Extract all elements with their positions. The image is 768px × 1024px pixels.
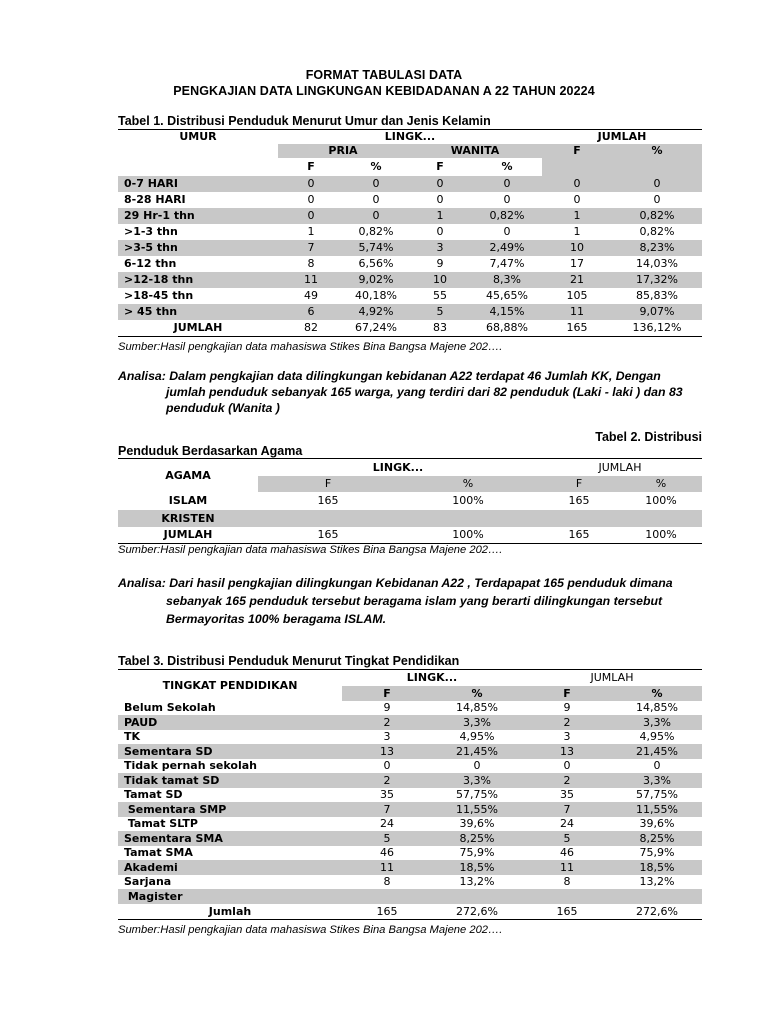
cell: 17	[570, 257, 584, 270]
cell: 85,83%	[636, 289, 678, 302]
row-label: 0-7 HARI	[124, 177, 178, 190]
table2-caption-right: Tabel 2. Distribusi	[595, 430, 702, 444]
table-row	[118, 788, 702, 803]
cell: 2	[563, 773, 571, 787]
cell	[612, 889, 702, 904]
cell: 2	[563, 715, 571, 729]
cell: 8	[307, 257, 315, 270]
cell: 11	[304, 273, 318, 286]
cell: 0	[503, 225, 511, 238]
cell: 11	[560, 860, 574, 874]
cell: 1	[307, 225, 315, 238]
t1-header-pp: %	[370, 160, 382, 173]
row-label: PAUD	[124, 715, 158, 729]
cell: 4,15%	[489, 305, 525, 318]
table1-caption: Tabel 1. Distribusi Penduduk Menurut Umur dan Jenis Kelamin	[118, 114, 491, 128]
cell: 165	[317, 494, 339, 507]
cell: 75,9%	[639, 846, 675, 860]
cell: 57,75%	[456, 788, 498, 802]
cell: 40,18%	[355, 289, 397, 302]
table-row	[118, 817, 702, 832]
cell: 21	[570, 273, 584, 286]
cell: 3	[436, 241, 444, 254]
cell: 57,75%	[636, 788, 678, 802]
analisa-1-line-1: Analisa: Dalam pengkajian data dilingkungan kebidanan A22 terdapat 46 Jumlah KK, Dengan	[118, 369, 661, 383]
cell: 7	[383, 802, 391, 816]
cell: 0	[307, 209, 315, 222]
cell: 100%	[452, 494, 484, 507]
cell: 100%	[452, 528, 484, 542]
cell: 10	[570, 241, 584, 254]
table-row	[118, 224, 702, 240]
cell	[620, 510, 702, 527]
cell: 1	[436, 209, 444, 222]
cell: 1	[573, 225, 581, 238]
cell: 35	[560, 788, 574, 802]
table-row	[118, 744, 702, 759]
cell: 4,92%	[358, 305, 394, 318]
cell: 165	[317, 528, 339, 542]
cell	[398, 510, 538, 527]
cell: 14,85%	[456, 701, 498, 715]
cell: 5,74%	[358, 241, 394, 254]
cell: 11,55%	[636, 802, 678, 816]
cell: 6	[307, 305, 315, 318]
table-row	[118, 304, 702, 320]
cell: 165	[376, 904, 398, 918]
cell: 35	[380, 788, 394, 802]
t2-header-lf: F	[258, 476, 398, 492]
cell: 9,07%	[639, 305, 675, 318]
cell: 13	[560, 744, 574, 758]
table-row	[118, 802, 702, 817]
cell: 45,65%	[486, 289, 528, 302]
row-label: Magister	[124, 889, 183, 903]
cell: 8,25%	[639, 831, 675, 845]
table-row	[118, 272, 702, 288]
table-row	[118, 759, 702, 774]
row-label: Belum Sekolah	[124, 701, 216, 715]
cell: 8,3%	[493, 273, 521, 286]
table3-caption: Tabel 3. Distribusi Penduduk Menurut Tingkat Pendidikan	[118, 654, 460, 668]
cell: 3,3%	[643, 773, 671, 787]
cell: 136,12%	[632, 321, 682, 334]
t3-header-lf: F	[342, 686, 432, 701]
table-row	[118, 875, 702, 890]
t3-header-jumlah: JUMLAH	[590, 671, 634, 685]
cell: 0	[653, 759, 661, 773]
table-row	[118, 192, 702, 208]
cell: 9	[436, 257, 444, 270]
t1-header-wanita: WANITA	[408, 144, 542, 158]
cell: 3	[563, 730, 571, 744]
t1-header-jf: F	[542, 144, 612, 158]
cell: 0	[372, 209, 380, 222]
cell: 0	[307, 177, 315, 190]
cell: 2	[383, 715, 391, 729]
cell: 3	[383, 730, 391, 744]
cell: 39,6%	[459, 817, 495, 831]
cell: 165	[568, 494, 590, 507]
table-row	[118, 176, 702, 192]
t2-header-jf: F	[538, 476, 620, 492]
cell: 8,23%	[639, 241, 675, 254]
cell: 4,95%	[639, 730, 675, 744]
cell: 272,6%	[456, 904, 498, 918]
table-row	[118, 492, 702, 510]
row-label: Sarjana	[124, 875, 172, 889]
cell: 0	[436, 225, 444, 238]
cell: 17,32%	[636, 273, 678, 286]
cell: 68,88%	[486, 321, 528, 334]
analisa-1-line-3: penduduk (Wanita )	[166, 401, 280, 415]
cell: 0,82%	[358, 225, 394, 238]
row-label: Tidak tamat SD	[124, 773, 220, 787]
cell: 4,95%	[459, 730, 495, 744]
cell: 0	[372, 193, 380, 206]
cell: 0,82%	[639, 209, 675, 222]
t1-header-lingk: LINGK...	[384, 130, 436, 144]
cell: 100%	[645, 528, 677, 542]
cell: 3,3%	[643, 715, 671, 729]
cell: 0	[653, 177, 661, 190]
table-row	[118, 288, 702, 304]
t3-header-lingk: LINGK...	[406, 671, 458, 685]
row-label: Jumlah	[208, 904, 252, 918]
cell: 3,3%	[463, 715, 491, 729]
cell: 21,45%	[456, 744, 498, 758]
cell: 10	[433, 273, 447, 286]
t2-header-lingk: LINGK...	[372, 460, 424, 474]
cell	[258, 510, 398, 527]
cell: 0	[563, 759, 571, 773]
t2-header-agama: AGAMA	[165, 468, 211, 482]
table2-caption-left: Penduduk Berdasarkan Agama	[118, 444, 303, 458]
table-row	[118, 240, 702, 256]
cell: 0	[503, 177, 511, 190]
cell: 46	[560, 846, 574, 860]
cell: 8,25%	[459, 831, 495, 845]
cell: 11,55%	[456, 802, 498, 816]
cell: 8	[563, 875, 571, 889]
cell: 165	[566, 321, 588, 334]
cell: 0	[372, 177, 380, 190]
table-row	[118, 889, 702, 904]
t2-header-lp: %	[398, 476, 538, 492]
cell: 75,9%	[459, 846, 495, 860]
cell	[538, 510, 620, 527]
cell: 39,6%	[639, 817, 675, 831]
row-label: Tidak pernah sekolah	[124, 759, 257, 773]
cell: 100%	[645, 494, 677, 507]
table2-source: Sumber:Hasil pengkajian data mahasiswa Stikes Bina Bangsa Majene 202….	[118, 544, 503, 556]
cell: 165	[556, 904, 578, 918]
table-row	[118, 715, 702, 730]
cell: 0	[436, 177, 444, 190]
doc-title-1: FORMAT TABULASI DATA	[305, 68, 463, 82]
row-label: Sementara SMA	[124, 831, 223, 845]
cell: 0,82%	[639, 225, 675, 238]
cell: 83	[433, 321, 447, 334]
cell: 0	[573, 177, 581, 190]
cell: 105	[566, 289, 588, 302]
cell: 0	[503, 193, 511, 206]
t2-header-jumlah: JUMLAH	[598, 460, 642, 474]
t1-header-jumlah: JUMLAH	[597, 130, 647, 144]
t1-header-wp: %	[501, 160, 513, 173]
row-label: >12-18 thn	[124, 273, 194, 286]
t1-header-pria: PRIA	[278, 144, 408, 158]
row-label: Tamat SLTP	[124, 817, 198, 831]
table-row	[118, 510, 702, 527]
row-label: Sementara SD	[124, 744, 213, 758]
t3-header-jf: F	[522, 686, 612, 701]
table-row	[118, 208, 702, 224]
row-label: >3-5 thn	[124, 241, 178, 254]
analisa-2-line-1: Analisa: Dari hasil pengkajian dilingkungan Kebidanan A22 , Terdapapat 165 penduduk dimana	[118, 576, 673, 590]
cell: 9	[383, 701, 391, 715]
analisa-2-line-3: Bermayoritas 100% beragama ISLAM.	[166, 612, 387, 626]
t3-header-lp: %	[432, 686, 522, 701]
cell: 24	[380, 817, 394, 831]
t1-header-wf: F	[436, 160, 444, 173]
table-row-total	[118, 904, 702, 920]
table-row	[118, 773, 702, 788]
t3-header-jp: %	[612, 686, 702, 701]
cell: 1	[573, 209, 581, 222]
cell: 18,5%	[639, 860, 675, 874]
row-label: Tamat SMA	[124, 846, 193, 860]
t1-header-umur: UMUR	[179, 130, 217, 144]
table-row	[118, 256, 702, 272]
t3-header-tingkat: TINGKAT PENDIDIKAN	[162, 678, 298, 692]
cell: 11	[570, 305, 584, 318]
t2-header-jp: %	[620, 476, 702, 492]
row-label: TK	[124, 730, 141, 744]
table3-source: Sumber:Hasil pengkajian data mahasiswa Stikes Bina Bangsa Majene 202….	[118, 924, 503, 936]
analisa-2-line-2: sebanyak 165 penduduk tersebut beragama islam yang berarti dilingkungan tersebut	[166, 594, 663, 608]
table3	[118, 669, 702, 920]
cell: 272,6%	[636, 904, 678, 918]
cell: 0,82%	[489, 209, 525, 222]
analisa-2	[118, 574, 702, 628]
row-label: ISLAM	[168, 494, 208, 507]
cell: 18,5%	[459, 860, 495, 874]
table2	[118, 458, 702, 544]
cell: 9,02%	[358, 273, 394, 286]
table1-source: Sumber:Hasil pengkajian data mahasiswa Stikes Bina Bangsa Majene 202….	[118, 341, 503, 353]
cell: 165	[568, 528, 590, 542]
cell: 14,03%	[636, 257, 678, 270]
row-label: >18-45 thn	[124, 289, 194, 302]
cell: 46	[380, 846, 394, 860]
doc-title-2: PENGKAJIAN DATA LINGKUNGAN KEBIDADANAN A 22 TAHUN 20224	[173, 84, 595, 98]
cell: 9	[563, 701, 571, 715]
analisa-1-line-2: jumlah penduduk sebanyak 165 warga, yang terdiri dari 82 penduduk (Laki - laki ) dan 83	[166, 385, 683, 399]
cell	[522, 889, 612, 904]
cell: 5	[436, 305, 444, 318]
cell: 24	[560, 817, 574, 831]
row-label: JUMLAH	[163, 528, 213, 542]
cell: 0	[383, 759, 391, 773]
cell	[432, 889, 522, 904]
row-label: 29 Hr-1 thn	[124, 209, 195, 222]
cell	[342, 889, 432, 904]
cell: 0	[436, 193, 444, 206]
cell: 7	[563, 802, 571, 816]
cell: 2,49%	[489, 241, 525, 254]
row-label: 6-12 thn	[124, 257, 177, 270]
cell: 7	[307, 241, 315, 254]
cell: 0	[653, 193, 661, 206]
cell: 0	[573, 193, 581, 206]
cell: 13,2%	[459, 875, 495, 889]
t1-header-jp: %	[612, 144, 702, 158]
cell: 5	[383, 831, 391, 845]
cell: 21,45%	[636, 744, 678, 758]
cell: 2	[383, 773, 391, 787]
cell: 3,3%	[463, 773, 491, 787]
row-label: Akademi	[124, 860, 178, 874]
table1	[118, 129, 702, 337]
cell: 7,47%	[489, 257, 525, 270]
cell: 49	[304, 289, 318, 302]
row-label: Sementara SMP	[124, 802, 227, 816]
cell: 82	[304, 321, 318, 334]
table-row	[118, 846, 702, 861]
table-row-total	[118, 527, 702, 544]
cell: 11	[380, 860, 394, 874]
table-row-total	[118, 320, 702, 337]
t1-header-pf: F	[307, 160, 315, 173]
row-label: 8-28 HARI	[124, 193, 186, 206]
row-label: Tamat SD	[124, 788, 183, 802]
cell: 67,24%	[355, 321, 397, 334]
row-label: > 45 thn	[124, 305, 178, 318]
table-row	[118, 730, 702, 745]
cell: 14,85%	[636, 701, 678, 715]
row-label: JUMLAH	[173, 321, 223, 334]
cell: 13	[380, 744, 394, 758]
cell: 5	[563, 831, 571, 845]
cell: 0	[473, 759, 481, 773]
cell: 8	[383, 875, 391, 889]
cell: 55	[433, 289, 447, 302]
table-row	[118, 860, 702, 875]
row-label: KRISTEN	[161, 511, 215, 525]
table-row	[118, 831, 702, 846]
row-label: >1-3 thn	[124, 225, 178, 238]
cell: 13,2%	[639, 875, 675, 889]
analisa-1	[118, 368, 702, 416]
cell: 0	[307, 193, 315, 206]
table-row	[118, 701, 702, 716]
cell: 6,56%	[358, 257, 394, 270]
